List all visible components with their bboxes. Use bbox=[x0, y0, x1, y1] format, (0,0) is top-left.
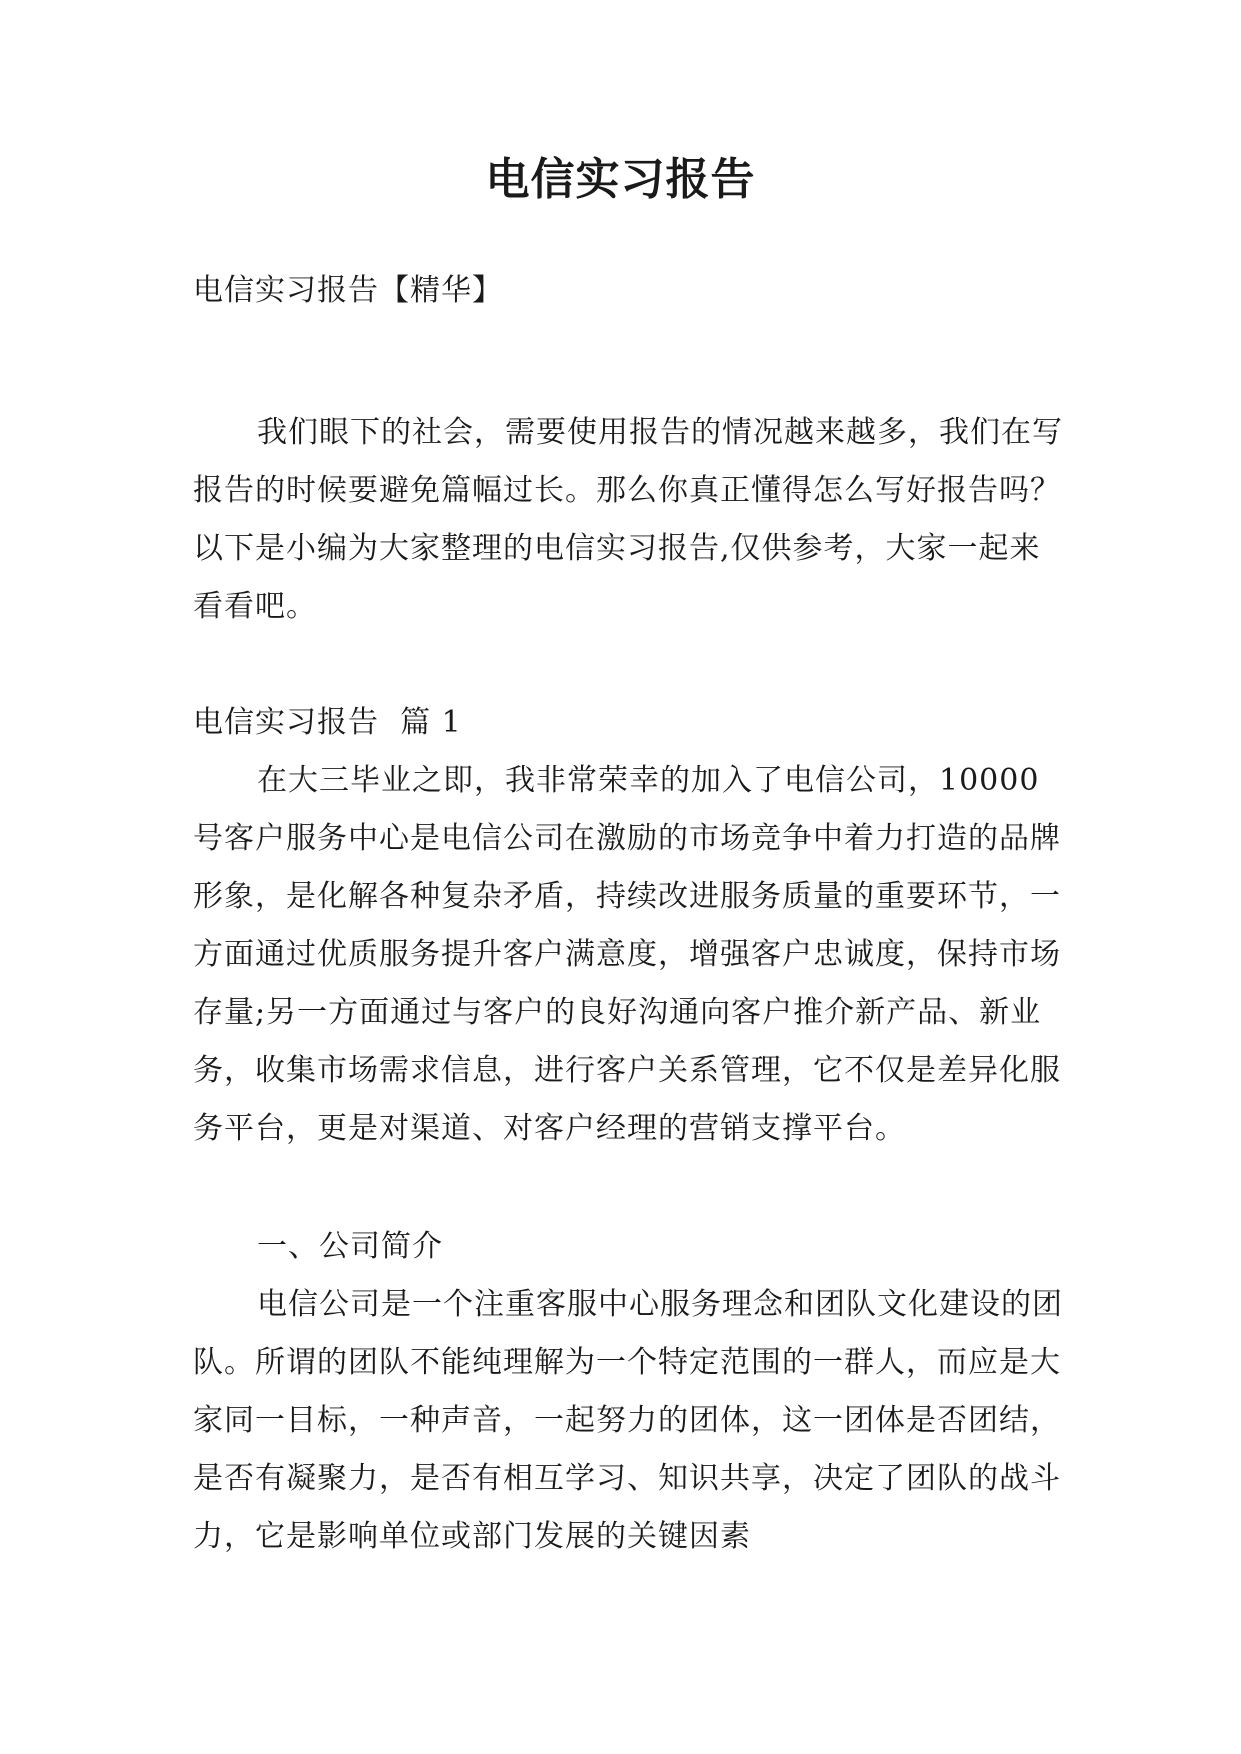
intro-paragraph: 我们眼下的社会，需要使用报告的情况越来越多，我们在写报告的时候要避免篇幅过长。那么你真正懂得怎么写好报告吗？以下是小编为大家整理的电信实习报告,仅供参考，大家一起来看看吧。 bbox=[193, 415, 1063, 624]
body-paragraph-1: 在大三毕业之即，我非常荣幸的加入了电信公司，10000号客户服务中心是电信公司在激励的市场竞争中着力打造的品牌形象，是化解各种复杂矛盾，持续改进服务质量的重要环节，一方面通过优质服务提升客户满意度，增强客户忠诚度，保持市场存量;另一方面通过与客户的良好沟通向客户推介新产品、新业务，收集市场需求信息，进行客户关系管理，它不仅是差异化服务平台，更是对渠道、对客户经理的营销支撑平台。 bbox=[193, 763, 1061, 1146]
document-subtitle: 电信实习报告【精华】 bbox=[193, 273, 503, 308]
document-title: 电信实习报告 bbox=[485, 154, 756, 205]
section-title: 电信实习报告 篇 1 bbox=[193, 705, 462, 740]
body-paragraph-2: 电信公司是一个注重客服中心服务理念和团队文化建设的团队。所谓的团队不能纯理解为一个特定范围的一群人，而应是大家同一目标，一种声音，一起努力的团体，这一团体是否团结，是否有凝聚力，是否有相互学习、知识共享，决定了团队的战斗力，它是影响单位或部门发展的关键因素 bbox=[193, 1287, 1063, 1554]
section-heading-company-intro: 一、公司简介 bbox=[257, 1229, 443, 1264]
